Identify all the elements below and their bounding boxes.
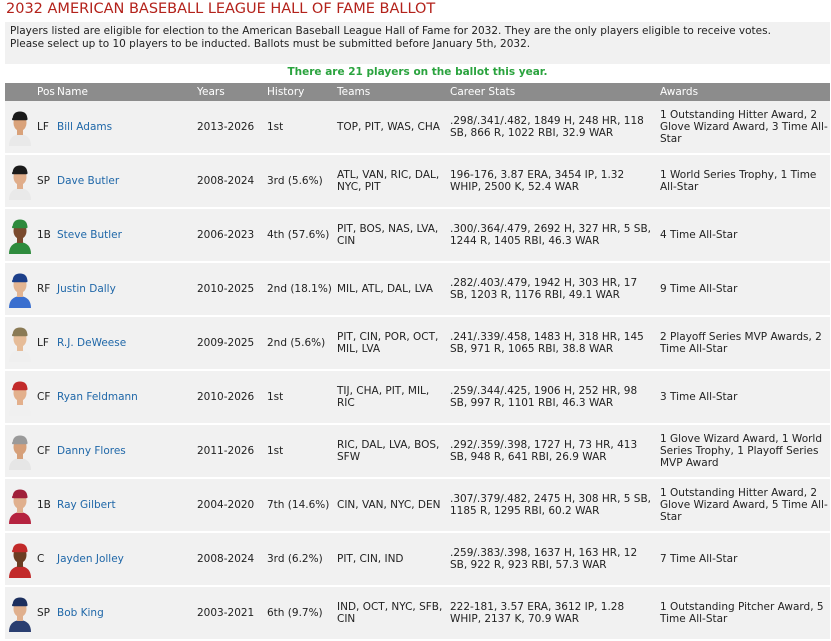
player-teams: RIC, DAL, LVA, BOS, SFW xyxy=(337,439,440,463)
player-history: 1st xyxy=(267,445,284,457)
player-teams: ATL, VAN, RIC, DAL, NYC, PIT xyxy=(337,169,440,193)
info-line-eligibility: Players listed are eligible for election to the American Baseball League Hall of Fame for 2032. They are the only players eligible to receive votes. xyxy=(10,25,771,37)
player-avatar xyxy=(5,587,35,639)
player-portrait-icon xyxy=(8,378,32,416)
player-history: 3rd (6.2%) xyxy=(267,553,323,565)
player-portrait-icon xyxy=(8,270,32,308)
player-position: CF xyxy=(37,391,51,403)
player-avatar xyxy=(5,533,35,585)
table-row[interactable] xyxy=(5,533,830,585)
player-career-stats: .282/.403/.479, 1942 H, 303 HR, 17 SB, 1203 R, 1176 RBI, 49.1 WAR xyxy=(450,277,638,301)
player-awards: 7 Time All-Star xyxy=(660,553,738,565)
player-history: 3rd (5.6%) xyxy=(267,175,323,187)
player-avatar xyxy=(5,101,35,153)
player-name-link[interactable]: Ryan Feldmann xyxy=(57,391,138,403)
player-history: 7th (14.6%) xyxy=(267,499,330,511)
player-years: 2011-2026 xyxy=(197,445,255,457)
player-avatar xyxy=(5,263,35,315)
player-teams: IND, OCT, NYC, SFB, CIN xyxy=(337,601,443,625)
column-header-awards[interactable]: Awards xyxy=(660,86,699,98)
player-portrait-icon xyxy=(8,324,32,362)
player-career-stats: .259/.344/.425, 1906 H, 252 HR, 98 SB, 997 R, 1101 RBI, 46.3 WAR xyxy=(450,385,638,409)
player-teams: PIT, CIN, IND xyxy=(337,553,404,565)
ballot-count: There are 21 players on the ballot this year. xyxy=(287,66,548,78)
player-portrait-icon xyxy=(8,540,32,578)
player-name-link[interactable]: Dave Butler xyxy=(57,175,120,187)
player-avatar xyxy=(5,371,35,423)
table-row[interactable] xyxy=(5,587,830,639)
player-teams: TOP, PIT, WAS, CHA xyxy=(337,121,440,133)
player-position: LF xyxy=(37,337,49,349)
player-teams: TIJ, CHA, PIT, MIL, RIC xyxy=(337,385,430,409)
player-years: 2006-2023 xyxy=(197,229,255,241)
ballot-table xyxy=(5,101,830,641)
column-header-pos[interactable]: Pos xyxy=(37,86,55,98)
player-career-stats: .300/.364/.479, 2692 H, 327 HR, 5 SB, 1244 R, 1405 RBI, 46.3 WAR xyxy=(450,223,651,247)
player-name-link[interactable]: Steve Butler xyxy=(57,229,122,241)
player-name-link[interactable]: Justin Dally xyxy=(57,283,116,295)
player-years: 2013-2026 xyxy=(197,121,255,133)
player-career-stats: .307/.379/.482, 2475 H, 308 HR, 5 SB, 1185 R, 1295 RBI, 60.2 WAR xyxy=(450,493,651,517)
player-position: CF xyxy=(37,445,51,457)
player-years: 2008-2024 xyxy=(197,553,255,565)
player-position: 1B xyxy=(37,499,51,511)
player-history: 6th (9.7%) xyxy=(267,607,323,619)
table-row[interactable] xyxy=(5,425,830,477)
player-history: 2nd (18.1%) xyxy=(267,283,332,295)
page-title: 2032 AMERICAN BASEBALL LEAGUE HALL OF FAME BALLOT xyxy=(6,1,436,17)
player-avatar xyxy=(5,425,35,477)
table-row[interactable] xyxy=(5,101,830,153)
player-years: 2008-2024 xyxy=(197,175,255,187)
player-years: 2003-2021 xyxy=(197,607,255,619)
player-position: C xyxy=(37,553,45,565)
player-position: RF xyxy=(37,283,51,295)
column-header-years[interactable]: Years xyxy=(197,86,225,98)
player-history: 4th (57.6%) xyxy=(267,229,330,241)
table-row[interactable] xyxy=(5,155,830,207)
table-row[interactable] xyxy=(5,263,830,315)
player-portrait-icon xyxy=(8,432,32,470)
player-awards: 1 Glove Wizard Award, 1 World Series Trophy, 1 Playoff Series MVP Award xyxy=(660,433,823,469)
player-history: 2nd (5.6%) xyxy=(267,337,326,349)
player-awards: 4 Time All-Star xyxy=(660,229,738,241)
player-portrait-icon xyxy=(8,162,32,200)
player-avatar xyxy=(5,317,35,369)
player-portrait-icon xyxy=(8,594,32,632)
player-history: 1st xyxy=(267,121,284,133)
player-career-stats: .259/.383/.398, 1637 H, 163 HR, 12 SB, 922 R, 923 RBI, 57.3 WAR xyxy=(450,547,638,571)
player-teams: PIT, CIN, POR, OCT, MIL, LVA xyxy=(337,331,439,355)
player-teams: CIN, VAN, NYC, DEN xyxy=(337,499,441,511)
player-portrait-icon xyxy=(8,486,32,524)
player-years: 2010-2025 xyxy=(197,283,255,295)
player-name-link[interactable]: Bob King xyxy=(57,607,104,619)
player-years: 2010-2026 xyxy=(197,391,255,403)
player-career-stats: .292/.359/.398, 1727 H, 73 HR, 413 SB, 948 R, 641 RBI, 26.9 WAR xyxy=(450,439,638,463)
player-years: 2009-2025 xyxy=(197,337,255,349)
player-awards: 1 Outstanding Hitter Award, 2 Glove Wizard Award, 5 Time All-Star xyxy=(660,487,828,523)
table-row[interactable] xyxy=(5,479,830,531)
player-history: 1st xyxy=(267,391,284,403)
player-awards: 3 Time All-Star xyxy=(660,391,738,403)
player-portrait-icon xyxy=(8,108,32,146)
player-awards: 1 Outstanding Pitcher Award, 5 Time All-Star xyxy=(660,601,824,625)
player-career-stats: 222-181, 3.57 ERA, 3612 IP, 1.28 WHIP, 2137 K, 70.9 WAR xyxy=(450,601,625,625)
player-awards: 1 World Series Trophy, 1 Time All-Star xyxy=(660,169,817,193)
table-row[interactable] xyxy=(5,371,830,423)
player-career-stats: .298/.341/.482, 1849 H, 248 HR, 118 SB, 866 R, 1022 RBI, 32.9 WAR xyxy=(450,115,644,139)
player-awards: 9 Time All-Star xyxy=(660,283,738,295)
player-position: SP xyxy=(37,607,50,619)
player-name-link[interactable]: R.J. DeWeese xyxy=(57,337,127,349)
player-name-link[interactable]: Bill Adams xyxy=(57,121,113,133)
player-avatar xyxy=(5,209,35,261)
table-row[interactable] xyxy=(5,317,830,369)
player-career-stats: 196-176, 3.87 ERA, 3454 IP, 1.32 WHIP, 2500 K, 52.4 WAR xyxy=(450,169,625,193)
player-position: SP xyxy=(37,175,50,187)
player-teams: PIT, BOS, NAS, LVA, CIN xyxy=(337,223,439,247)
player-name-link[interactable]: Jayden Jolley xyxy=(57,553,124,565)
table-row[interactable] xyxy=(5,209,830,261)
player-name-link[interactable]: Ray Gilbert xyxy=(57,499,116,511)
column-header-history[interactable]: History xyxy=(267,86,305,98)
column-header-career-stats[interactable]: Career Stats xyxy=(450,86,516,98)
player-position: LF xyxy=(37,121,49,133)
column-header-teams[interactable]: Teams xyxy=(337,86,371,98)
player-years: 2004-2020 xyxy=(197,499,255,511)
player-name-link[interactable]: Danny Flores xyxy=(57,445,126,457)
table-header xyxy=(5,83,830,101)
player-avatar xyxy=(5,155,35,207)
player-teams: MIL, ATL, DAL, LVA xyxy=(337,283,433,295)
player-awards: 1 Outstanding Hitter Award, 2 Glove Wizard Award, 3 Time All-Star xyxy=(660,109,828,145)
player-position: 1B xyxy=(37,229,51,241)
player-awards: 2 Playoff Series MVP Awards, 2 Time All-Star xyxy=(660,331,822,355)
player-avatar xyxy=(5,479,35,531)
info-line-instructions: Please select up to 10 players to be inducted. Ballots must be submitted before January 5th, 2032. xyxy=(10,38,531,50)
column-header-name[interactable]: Name xyxy=(57,86,88,98)
player-portrait-icon xyxy=(8,216,32,254)
ballot-info-box xyxy=(5,22,830,64)
player-career-stats: .241/.339/.458, 1483 H, 318 HR, 145 SB, 971 R, 1065 RBI, 38.8 WAR xyxy=(450,331,644,355)
